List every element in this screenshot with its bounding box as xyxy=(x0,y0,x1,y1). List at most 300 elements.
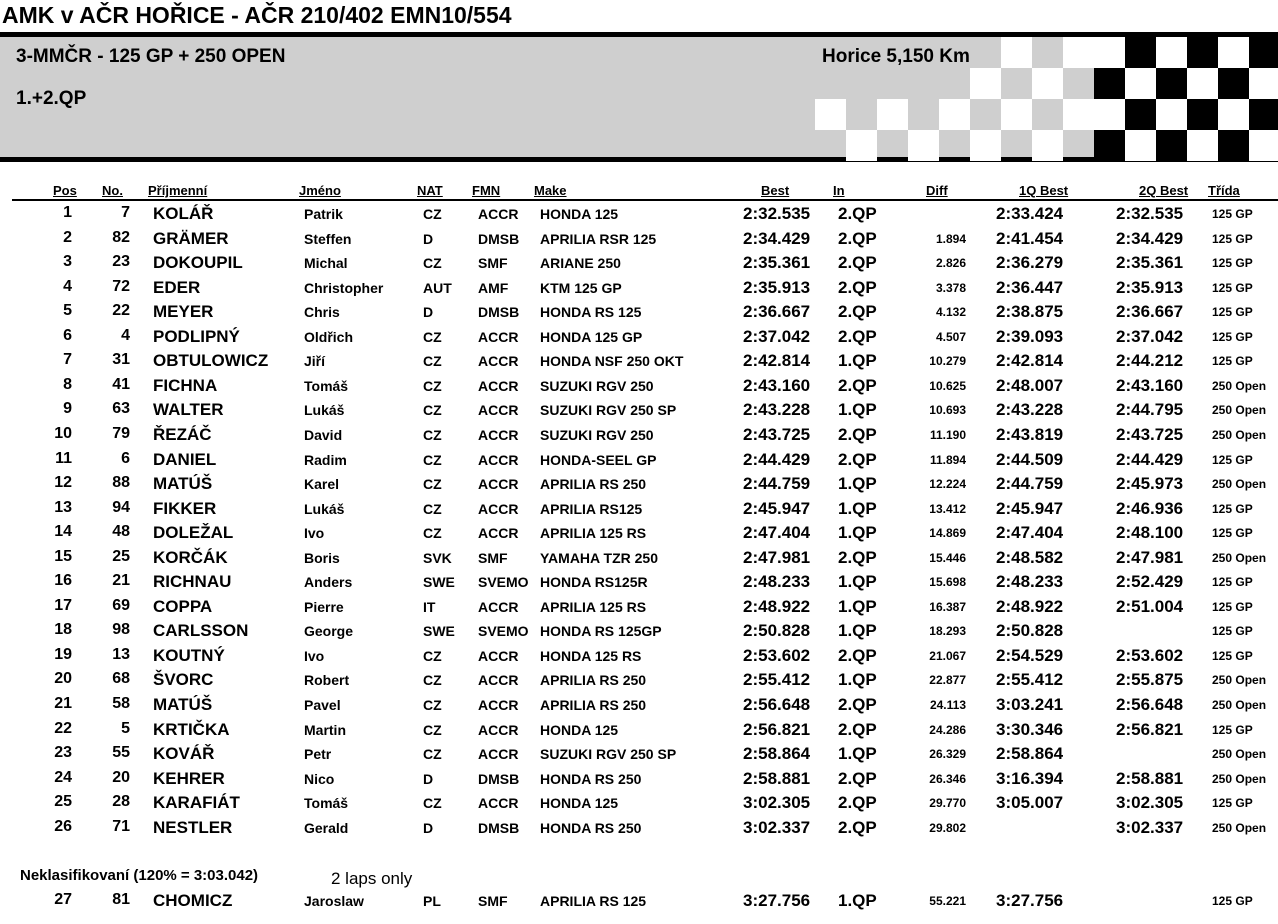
flag-square xyxy=(970,130,1001,161)
cell-q2-best: 2:37.042 xyxy=(1116,326,1184,346)
cell-position: 26 xyxy=(54,817,72,835)
col-header-best: Best xyxy=(761,183,790,198)
cell-federation: SMF xyxy=(478,255,508,272)
flag-square xyxy=(877,99,908,130)
cell-surname: DOLEŽAL xyxy=(153,523,234,543)
cell-diff: 4.132 xyxy=(935,305,966,320)
table-row xyxy=(0,744,1278,768)
cell-make: HONDA 125 GP xyxy=(540,328,643,345)
flag-square xyxy=(1218,68,1249,99)
cell-diff: 14.869 xyxy=(929,526,966,541)
table-row xyxy=(0,793,1278,817)
cell-diff: 24.113 xyxy=(929,698,966,712)
cell-diff: 3.378 xyxy=(935,280,966,295)
cell-class: 125 GP xyxy=(1212,575,1253,590)
cell-surname: FIKKER xyxy=(153,498,217,518)
flag-square xyxy=(1125,37,1156,68)
cell-federation: SMF xyxy=(478,549,508,566)
cell-best-in-session: 2.QP xyxy=(838,228,877,248)
cell-nationality: CZ xyxy=(423,476,442,493)
cell-surname: KOLÁŘ xyxy=(153,204,214,223)
cell-position: 14 xyxy=(54,523,72,541)
cell-make: HONDA NSF 250 OKT xyxy=(540,353,684,370)
cell-best-in-session: 2.QP xyxy=(838,793,877,813)
cell-firstname: Lukáš xyxy=(304,500,345,517)
cell-class: 125 GP xyxy=(1212,648,1253,663)
table-row xyxy=(0,695,1278,719)
cell-nationality: D xyxy=(423,819,434,836)
cell-firstname: George xyxy=(304,623,354,640)
cell-class: 250 Open xyxy=(1212,698,1267,712)
col-header-nat: NAT xyxy=(417,183,443,198)
cell-firstname: Tomáš xyxy=(304,795,349,812)
cell-best-time: 2:58.864 xyxy=(743,744,811,764)
cell-federation: ACCR xyxy=(478,426,519,443)
cell-class: 125 GP xyxy=(1212,329,1253,344)
cell-class: 250 Open xyxy=(1212,747,1267,762)
cell-diff: 10.693 xyxy=(929,403,966,418)
cell-nationality: CZ xyxy=(423,353,442,370)
cell-class: 250 Open xyxy=(1212,477,1267,492)
flag-square xyxy=(1249,37,1278,68)
cell-firstname: Michal xyxy=(304,255,348,272)
cell-best-in-session: 2.QP xyxy=(838,645,877,665)
table-row xyxy=(0,474,1278,498)
col-header-q1best: 1Q Best xyxy=(1019,183,1069,198)
cell-best-time: 2:47.981 xyxy=(743,547,811,567)
cell-position: 15 xyxy=(54,547,72,565)
cell-best-in-session: 2.QP xyxy=(838,302,877,322)
cell-number: 20 xyxy=(112,768,130,786)
cell-position: 6 xyxy=(63,326,72,344)
cell-number: 25 xyxy=(112,547,130,565)
flag-square xyxy=(1218,37,1249,68)
cell-diff: 4.507 xyxy=(935,329,966,344)
cell-class: 125 GP xyxy=(1212,280,1253,295)
cell-nationality: CZ xyxy=(423,525,442,542)
circuit-info: Horice 5,150 Km xyxy=(822,46,970,67)
flag-square xyxy=(1156,130,1187,161)
flag-square xyxy=(1125,99,1156,130)
cell-firstname: Jaroslaw xyxy=(304,893,364,909)
cell-make: HONDA 125 xyxy=(540,206,619,222)
cell-class: 125 GP xyxy=(1212,894,1253,908)
cell-q1-best: 3:05.007 xyxy=(996,793,1064,813)
cell-q1-best: 3:03.241 xyxy=(996,695,1064,714)
col-header-surname: Příjmenní xyxy=(148,183,208,198)
cell-best-in-session: 1.QP xyxy=(838,351,877,371)
cell-position: 9 xyxy=(63,400,72,418)
cell-federation: ACCR xyxy=(478,206,519,222)
cell-q1-best: 2:44.509 xyxy=(996,449,1064,469)
nonclassified-note: 2 laps only xyxy=(331,869,413,888)
cell-best-time: 3:02.337 xyxy=(743,817,811,837)
cell-diff: 15.446 xyxy=(929,550,966,565)
cell-nationality: CZ xyxy=(423,746,442,763)
col-header-fmn: FMN xyxy=(472,183,501,198)
cell-diff: 21.067 xyxy=(929,648,966,663)
flag-square xyxy=(970,68,1001,99)
cell-nationality: CZ xyxy=(423,500,442,517)
cell-class: 125 GP xyxy=(1212,207,1253,221)
table-row xyxy=(0,572,1278,596)
cell-q2-best: 2:36.667 xyxy=(1116,302,1184,322)
cell-best-in-session: 2.QP xyxy=(838,547,877,567)
flag-square xyxy=(1218,99,1249,130)
flag-square xyxy=(1187,37,1218,68)
cell-class: 125 GP xyxy=(1212,231,1253,246)
cell-best-time: 2:37.042 xyxy=(743,326,811,346)
table-row xyxy=(0,376,1278,400)
cell-q2-best: 2:56.648 xyxy=(1116,695,1184,714)
cell-q1-best: 3:30.346 xyxy=(996,719,1064,739)
cell-make: APRILIA RS 250 xyxy=(540,697,647,713)
cell-position: 12 xyxy=(54,474,72,492)
cell-class: 125 GP xyxy=(1212,599,1253,614)
cell-diff: 11.190 xyxy=(929,427,966,442)
table-row xyxy=(0,278,1278,302)
cell-number: 13 xyxy=(112,645,130,663)
cell-diff: 2.826 xyxy=(935,256,966,271)
cell-q2-best: 2:47.981 xyxy=(1116,547,1184,567)
cell-best-time: 2:53.602 xyxy=(743,645,811,665)
cell-federation: SVEMO xyxy=(478,574,529,591)
cell-best-in-session: 1.QP xyxy=(838,474,877,494)
cell-firstname: Karel xyxy=(304,476,340,493)
cell-best-time: 2:50.828 xyxy=(743,621,811,641)
cell-position: 1 xyxy=(63,204,72,221)
cell-number: 55 xyxy=(112,744,130,762)
cell-diff: 22.877 xyxy=(929,673,966,688)
flag-square xyxy=(1156,99,1187,130)
cell-firstname: Petr xyxy=(304,746,332,763)
cell-nationality: CZ xyxy=(423,402,442,419)
flag-square xyxy=(1094,99,1125,130)
cell-position: 13 xyxy=(54,498,72,516)
cell-best-in-session: 1.QP xyxy=(838,891,877,910)
cell-surname: PODLIPNÝ xyxy=(153,326,240,346)
cell-position: 20 xyxy=(54,670,72,688)
cell-surname: KARAFIÁT xyxy=(153,793,240,813)
cell-make: APRILIA RS125 xyxy=(540,500,643,517)
table-row xyxy=(0,523,1278,547)
cell-federation: ACCR xyxy=(478,500,519,517)
flag-square xyxy=(815,99,846,130)
cell-make: HONDA RS125R xyxy=(540,574,648,591)
cell-class: 125 GP xyxy=(1212,452,1253,467)
cell-q1-best: 2:55.412 xyxy=(996,670,1064,690)
cell-number: 81 xyxy=(112,891,130,908)
cell-firstname: Jiří xyxy=(304,353,326,370)
cell-nationality: D xyxy=(423,230,434,247)
cell-surname: NESTLER xyxy=(153,817,233,837)
document-title: AMK v AČR HOŘICE - AČR 210/402 EMN10/554 xyxy=(2,2,512,28)
cell-class: 125 GP xyxy=(1212,305,1253,320)
cell-make: APRILIA RS 250 xyxy=(540,476,647,493)
flag-square xyxy=(939,99,970,130)
table-row xyxy=(0,670,1278,694)
cell-nationality: PL xyxy=(423,893,441,909)
flag-square xyxy=(1249,99,1278,130)
cell-firstname: Lukáš xyxy=(304,402,345,419)
cell-position: 16 xyxy=(54,572,72,590)
cell-number: 23 xyxy=(112,253,130,271)
cell-federation: ACCR xyxy=(478,451,519,468)
table-row xyxy=(0,302,1278,326)
cell-q2-best: 2:53.602 xyxy=(1116,645,1184,665)
cell-q1-best: 2:58.864 xyxy=(996,744,1064,764)
cell-make: HONDA RS 125 xyxy=(540,304,642,321)
cell-q2-best: 2:44.795 xyxy=(1116,400,1184,420)
cell-federation: ACCR xyxy=(478,402,519,419)
cell-q1-best: 2:43.228 xyxy=(996,400,1064,420)
cell-surname: DOKOUPIL xyxy=(153,253,243,273)
cell-class: 125 GP xyxy=(1212,354,1253,369)
cell-position: 23 xyxy=(54,744,72,762)
flag-square xyxy=(1094,37,1125,68)
cell-q1-best: 2:48.007 xyxy=(996,375,1064,395)
session-label: 1.+2.QP xyxy=(16,88,87,109)
cell-surname: FICHNA xyxy=(153,375,218,395)
cell-best-in-session: 2.QP xyxy=(838,719,877,739)
cell-q1-best: 2:42.814 xyxy=(996,351,1064,371)
cell-federation: ACCR xyxy=(478,353,519,370)
cell-make: HONDA-SEEL GP xyxy=(540,451,657,468)
cell-firstname: Chris xyxy=(304,304,340,321)
cell-federation: ACCR xyxy=(478,746,519,763)
cell-diff: 16.387 xyxy=(929,599,966,614)
cell-federation: ACCR xyxy=(478,721,519,738)
cell-best-time: 2:55.412 xyxy=(743,670,811,690)
cell-best-time: 2:48.922 xyxy=(743,596,811,616)
cell-q2-best: 2:44.429 xyxy=(1116,449,1184,469)
cell-class: 250 Open xyxy=(1212,771,1267,786)
flag-square xyxy=(1001,99,1032,130)
cell-diff: 12.224 xyxy=(929,477,966,492)
cell-surname: GRÄMER xyxy=(153,228,229,248)
cell-best-time: 3:27.756 xyxy=(743,891,811,910)
flag-square xyxy=(1187,68,1218,99)
col-header-no: No. xyxy=(102,183,123,198)
table-row xyxy=(0,450,1278,474)
cell-best-in-session: 2.QP xyxy=(838,424,877,444)
cell-q1-best: 3:27.756 xyxy=(996,891,1064,910)
flag-square xyxy=(1218,130,1249,161)
cell-number: 4 xyxy=(121,326,130,344)
flag-square xyxy=(1063,37,1094,68)
cell-position: 24 xyxy=(54,768,72,786)
cell-q2-best: 2:44.212 xyxy=(1116,351,1184,371)
cell-best-time: 2:48.233 xyxy=(743,572,811,592)
cell-diff: 11.894 xyxy=(929,452,966,467)
cell-best-in-session: 1.QP xyxy=(838,621,877,641)
cell-best-in-session: 2.QP xyxy=(838,375,877,395)
cell-q2-best: 2:35.913 xyxy=(1116,277,1184,297)
cell-best-in-session: 2.QP xyxy=(838,326,877,346)
cell-surname: MATÚŠ xyxy=(153,474,213,494)
col-header-diff: Diff xyxy=(926,183,948,198)
cell-best-time: 2:35.913 xyxy=(743,277,811,297)
cell-q2-best: 2:35.361 xyxy=(1116,253,1184,273)
flag-square xyxy=(1187,99,1218,130)
cell-make: APRILIA 125 RS xyxy=(540,525,647,542)
cell-number: 21 xyxy=(112,572,130,590)
table-row xyxy=(0,548,1278,572)
col-header-q2best: 2Q Best xyxy=(1139,183,1189,198)
flag-square xyxy=(1187,130,1218,161)
cell-best-in-session: 1.QP xyxy=(838,596,877,616)
cell-class: 125 GP xyxy=(1212,796,1253,811)
cell-diff: 24.286 xyxy=(929,722,966,737)
cell-class: 250 Open xyxy=(1212,427,1267,442)
cell-surname: MEYER xyxy=(153,302,214,322)
cell-position: 5 xyxy=(63,302,72,320)
cell-best-time: 2:58.881 xyxy=(743,768,811,788)
cell-firstname: Ivo xyxy=(304,647,325,664)
col-header-firstname: Jméno xyxy=(299,183,341,198)
cell-firstname: Steffen xyxy=(304,230,352,247)
cell-surname: EDER xyxy=(153,277,201,297)
col-header-pos: Pos xyxy=(53,183,77,198)
cell-best-time: 2:35.361 xyxy=(743,253,811,273)
cell-q2-best: 2:48.100 xyxy=(1116,523,1184,543)
cell-best-time: 2:42.814 xyxy=(743,351,811,371)
cell-surname: ŠVORC xyxy=(153,670,214,690)
cell-best-in-session: 1.QP xyxy=(838,400,877,420)
cell-q2-best: 2:58.881 xyxy=(1116,768,1184,788)
cell-q1-best: 2:45.947 xyxy=(996,498,1064,518)
cell-nationality: CZ xyxy=(423,697,442,713)
cell-q2-best: 2:43.160 xyxy=(1116,375,1184,395)
cell-best-in-session: 1.QP xyxy=(838,498,877,518)
cell-federation: AMF xyxy=(478,279,509,296)
cell-surname: DANIEL xyxy=(153,449,217,469)
cell-firstname: Pierre xyxy=(304,598,344,615)
cell-nationality: CZ xyxy=(423,255,442,272)
cell-number: 48 xyxy=(112,523,130,541)
cell-best-time: 2:43.160 xyxy=(743,375,811,395)
cell-best-time: 2:56.821 xyxy=(743,719,811,739)
cell-diff: 29.802 xyxy=(929,820,966,835)
cell-best-time: 2:43.725 xyxy=(743,424,811,444)
flag-square xyxy=(846,130,877,161)
table-row xyxy=(0,253,1278,277)
cell-make: HONDA 125 RS xyxy=(540,647,642,664)
cell-federation: DMSB xyxy=(478,304,520,321)
cell-best-in-session: 2.QP xyxy=(838,817,877,837)
cell-number: 69 xyxy=(112,596,130,614)
cell-federation: ACCR xyxy=(478,697,519,713)
cell-firstname: Radim xyxy=(304,451,347,468)
cell-diff: 29.770 xyxy=(929,796,966,811)
cell-federation: DMSB xyxy=(478,770,520,787)
cell-nationality: CZ xyxy=(423,328,442,345)
table-row xyxy=(0,646,1278,670)
cell-surname: KOVÁŘ xyxy=(153,744,215,764)
cell-surname: OBTULOWICZ xyxy=(153,351,269,371)
cell-best-in-session: 1.QP xyxy=(838,744,877,764)
cell-position: 3 xyxy=(63,253,72,271)
cell-best-time: 3:02.305 xyxy=(743,793,811,813)
cell-q2-best: 2:52.429 xyxy=(1116,572,1184,592)
cell-diff: 15.698 xyxy=(929,575,966,590)
flag-square xyxy=(908,130,939,161)
cell-firstname: Robert xyxy=(304,672,350,689)
cell-firstname: Ivo xyxy=(304,525,325,542)
cell-q2-best: 2:46.936 xyxy=(1116,498,1184,518)
cell-firstname: Pavel xyxy=(304,697,341,713)
flag-square xyxy=(1094,68,1125,99)
flag-square xyxy=(1249,68,1278,99)
cell-diff: 18.293 xyxy=(929,624,966,639)
cell-best-time: 2:34.429 xyxy=(743,228,811,248)
cell-federation: SMF xyxy=(478,893,508,909)
cell-surname: MATÚŠ xyxy=(153,695,213,714)
cell-best-in-session: 2.QP xyxy=(838,277,877,297)
cell-firstname: Boris xyxy=(304,549,340,566)
cell-nationality: CZ xyxy=(423,206,442,222)
cell-position: 18 xyxy=(54,621,72,639)
cell-nationality: SVK xyxy=(423,549,452,566)
cell-make: SUZUKI RGV 250 SP xyxy=(540,402,677,419)
cell-q1-best: 2:47.404 xyxy=(996,523,1064,543)
cell-surname: COPPA xyxy=(153,596,213,616)
header-underline xyxy=(12,199,1278,201)
cell-q2-best: 2:56.821 xyxy=(1116,719,1184,739)
cell-firstname: Tomáš xyxy=(304,377,349,394)
cell-diff: 26.329 xyxy=(929,747,966,762)
cell-federation: ACCR xyxy=(478,795,519,812)
cell-surname: ŘEZÁČ xyxy=(153,424,212,444)
cell-class: 250 Open xyxy=(1212,403,1267,418)
cell-best-time: 2:56.648 xyxy=(743,695,811,714)
cell-position: 7 xyxy=(63,351,72,369)
cell-q2-best: 3:02.337 xyxy=(1116,817,1184,837)
cell-surname: KORČÁK xyxy=(153,547,228,567)
cell-q1-best: 3:16.394 xyxy=(996,768,1064,788)
cell-federation: ACCR xyxy=(478,647,519,664)
cell-q1-best: 2:36.447 xyxy=(996,277,1064,297)
cell-position: 19 xyxy=(54,645,72,663)
cell-position: 25 xyxy=(54,793,72,811)
cell-q2-best: 2:45.973 xyxy=(1116,474,1184,494)
cell-nationality: AUT xyxy=(423,279,452,296)
cell-nationality: SWE xyxy=(423,574,455,591)
cell-number: 98 xyxy=(112,621,130,639)
cell-firstname: Anders xyxy=(304,574,353,591)
cell-position: 17 xyxy=(54,596,72,614)
flag-square xyxy=(1156,68,1187,99)
cell-firstname: David xyxy=(304,426,343,443)
cell-federation: ACCR xyxy=(478,525,519,542)
cell-make: APRILIA RS 125 xyxy=(540,893,647,909)
cell-federation: DMSB xyxy=(478,819,520,836)
cell-federation: ACCR xyxy=(478,598,519,615)
cell-diff: 13.412 xyxy=(929,501,966,516)
cell-number: 31 xyxy=(112,351,130,369)
cell-q2-best: 2:43.725 xyxy=(1116,424,1184,444)
cell-q1-best: 2:48.233 xyxy=(996,572,1064,592)
cell-make: HONDA RS 125GP xyxy=(540,623,662,640)
cell-number: 72 xyxy=(112,277,130,295)
cell-class: 125 GP xyxy=(1212,624,1253,639)
table-row xyxy=(0,891,1278,915)
cell-q1-best: 2:43.819 xyxy=(996,424,1064,444)
cell-number: 7 xyxy=(121,204,130,221)
cell-surname: CHOMICZ xyxy=(153,891,233,910)
cell-surname: RICHNAU xyxy=(153,572,232,592)
cell-q1-best: 2:50.828 xyxy=(996,621,1064,641)
